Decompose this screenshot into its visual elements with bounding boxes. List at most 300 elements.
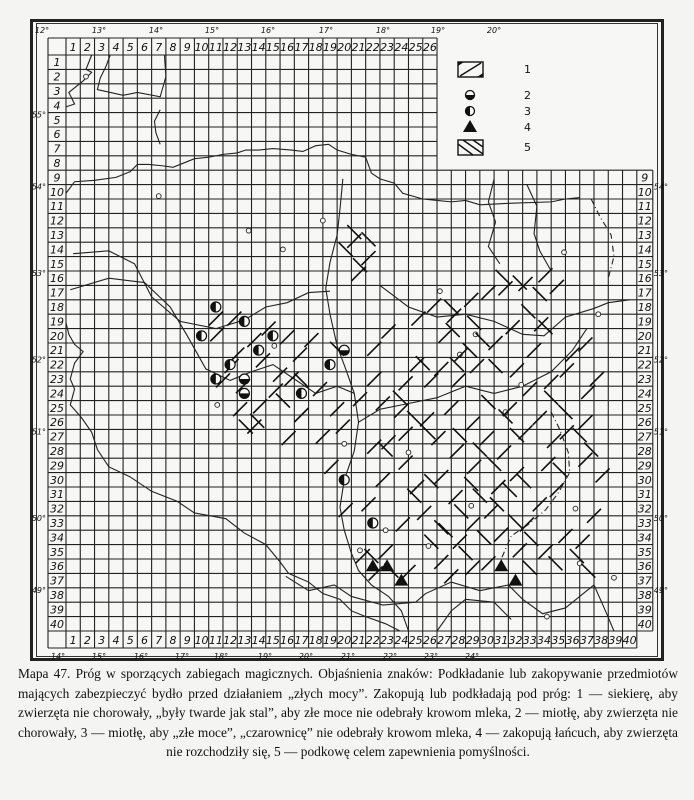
hatch-mark-1: [399, 456, 413, 470]
hatch-mark-1: [362, 497, 376, 511]
row-label-right: 14: [637, 243, 652, 257]
row-label-right: 16: [637, 272, 652, 286]
symbol-3-half-circle-left: [368, 518, 378, 528]
row-label-right: 25: [637, 401, 652, 415]
hatch-mark-5: [464, 477, 478, 491]
row-label-right: 20: [637, 329, 652, 343]
hatch-mark-1: [467, 460, 481, 474]
hatch-mark-1: [466, 517, 480, 531]
legend-label: 2: [524, 89, 531, 102]
row-label-left: 17: [50, 286, 64, 300]
hatch-mark-1: [533, 411, 547, 425]
column-label-bottom: 12: [223, 634, 238, 647]
column-label-bottom: 17: [294, 634, 309, 647]
hatch-mark-1: [560, 425, 574, 439]
hatch-mark-5: [481, 395, 495, 409]
legend-item-3: [466, 105, 532, 118]
town-marker: [358, 548, 363, 553]
row-label-left: 36: [50, 560, 64, 574]
row-label-left: 22: [50, 358, 64, 372]
degree-label-top: 13°: [91, 26, 107, 35]
column-label-bottom: 34: [537, 634, 552, 647]
column-label-top: 11: [208, 41, 223, 54]
legend-item-5: [458, 140, 531, 155]
row-label-right: 35: [637, 545, 652, 559]
hatch-mark-5: [570, 549, 584, 563]
hatch-mark-1: [550, 483, 564, 497]
column-label-top: 14: [251, 41, 266, 54]
hatch-mark-1: [396, 517, 410, 531]
legend-label: 5: [524, 141, 531, 154]
hatch-mark-1: [379, 545, 393, 559]
hatch-mark-1: [503, 402, 517, 416]
column-label-bottom: 39: [608, 634, 623, 647]
hatch-mark-1: [434, 470, 448, 484]
column-label-top: 18: [308, 41, 323, 54]
row-label-left: 10: [50, 185, 64, 199]
row-label-left: 14: [50, 243, 64, 257]
symbol-3-half-circle-left: [225, 360, 235, 370]
row-label-right: 34: [637, 531, 652, 545]
hatch-mark-1: [497, 445, 511, 459]
town-marker: [469, 503, 474, 508]
row-label-left: 38: [50, 589, 64, 602]
symbol-3-half-circle-left: [254, 345, 264, 355]
column-label-top: 16: [280, 41, 295, 54]
symbol-3-half-circle-left: [197, 331, 207, 341]
degree-label-top: 17°: [318, 26, 334, 35]
column-label-top: 8: [169, 41, 177, 54]
row-label-right: 31: [637, 488, 652, 502]
row-label-left: 28: [50, 445, 64, 458]
column-label-top: 7: [155, 41, 163, 54]
column-label-top: 25: [408, 41, 423, 54]
hatch-mark-1: [210, 327, 224, 341]
column-label-bottom: 37: [579, 634, 594, 647]
hatch-mark-1: [336, 420, 350, 434]
hatch-mark-1: [547, 434, 561, 448]
column-label-bottom: 4: [112, 634, 120, 647]
column-label-bottom: 8: [169, 634, 177, 647]
degree-label-right: 52°: [653, 355, 668, 365]
hatch-mark-1: [347, 234, 361, 248]
column-label-bottom: 14: [251, 634, 266, 647]
row-label-right: 32: [637, 502, 652, 516]
column-label-bottom: 23: [380, 634, 395, 647]
column-label-bottom: 3: [98, 634, 106, 647]
hatch-mark-5: [581, 564, 595, 578]
row-label-left: 5: [53, 113, 61, 127]
column-label-top: 1: [69, 41, 77, 54]
hatch-mark-5: [523, 561, 537, 575]
hatch-mark-5: [517, 474, 531, 488]
row-label-left: 33: [50, 517, 64, 530]
degree-label-top: 20°: [486, 26, 502, 35]
hatch-mark-5: [434, 520, 448, 534]
legend-label: 3: [524, 105, 531, 118]
hatch-mark-5: [446, 323, 460, 337]
row-label-right: 19: [637, 315, 652, 329]
column-label-top: 19: [322, 41, 337, 54]
hatch-mark-1: [578, 415, 592, 429]
hatch-mark-5: [477, 530, 491, 544]
hatch-mark-5: [489, 359, 503, 373]
hatch-mark-1: [376, 473, 390, 487]
legend-item-4: [463, 120, 531, 134]
degree-label-top: 12°: [34, 26, 50, 35]
row-label-left: 2: [53, 70, 61, 84]
hatch-mark-5: [513, 276, 527, 290]
town-marker: [156, 194, 161, 199]
degree-label-bottom: 18°: [213, 652, 229, 661]
town-marker: [272, 343, 277, 348]
town-marker: [596, 312, 601, 317]
hatch-mark-1: [533, 497, 547, 511]
row-label-right: 26: [637, 416, 652, 430]
hatch-mark-1: [304, 333, 318, 347]
hatch-mark-5: [347, 225, 361, 239]
hatch-mark-1: [280, 330, 294, 344]
hatch-mark-1: [451, 373, 465, 387]
river: [437, 599, 511, 631]
hatch-mark-1: [247, 420, 261, 434]
row-label-left: 34: [50, 531, 64, 545]
hatch-mark-1: [410, 358, 424, 372]
degree-label-right: 51°: [653, 427, 668, 437]
row-label-right: 36: [637, 560, 652, 574]
column-label-top: 13: [237, 41, 252, 54]
column-label-bottom: 25: [408, 634, 423, 647]
hatch-mark-1: [367, 372, 381, 386]
row-label-right: 40: [637, 617, 652, 631]
row-label-right: 39: [637, 603, 652, 617]
column-label-bottom: 19: [322, 634, 337, 647]
hatch-mark-1: [534, 317, 548, 331]
degree-label-top: 16°: [260, 26, 276, 35]
column-label-top: 12: [223, 41, 238, 54]
town-marker: [84, 74, 89, 79]
hatch-mark-1: [523, 382, 537, 396]
symbol-2-half-circle-bottom: [239, 388, 249, 398]
row-label-right: 11: [637, 200, 652, 214]
column-label-bottom: 31: [494, 634, 509, 647]
hatch-marks: [209, 225, 610, 583]
hatch-mark-1: [367, 440, 381, 454]
column-label-bottom: 33: [522, 634, 537, 647]
column-label-bottom: 1: [69, 634, 77, 647]
hatch-mark-1: [434, 362, 448, 376]
column-label-top: 4: [112, 41, 120, 54]
degree-label-left: 52°: [31, 355, 46, 365]
river-warta: [73, 251, 330, 329]
row-label-left: 4: [53, 99, 61, 113]
row-label-right: 28: [637, 445, 652, 458]
symbol-3-half-circle-left: [296, 388, 306, 398]
row-label-left: 18: [50, 301, 64, 314]
hatch-mark-1: [466, 561, 480, 575]
hatch-mark-1: [480, 431, 494, 445]
row-label-left: 6: [53, 128, 61, 142]
hatch-mark-5: [362, 232, 376, 246]
town-marker: [437, 289, 442, 294]
town-marker: [215, 403, 220, 408]
hatch-mark-1: [578, 453, 592, 467]
column-label-top: 17: [294, 41, 309, 54]
hatch-mark-1: [596, 468, 610, 482]
column-label-bottom: 6: [140, 634, 148, 647]
symbol-4-triangle: [380, 559, 394, 571]
row-label-left: 23: [50, 373, 64, 386]
degree-label-left: 55°: [31, 110, 46, 120]
hatch-mark-1: [484, 504, 498, 518]
grid: [48, 38, 653, 648]
town-marker: [246, 228, 251, 233]
row-label-right: 10: [637, 185, 652, 199]
row-label-right: 12: [637, 214, 652, 228]
hatch-mark-1: [499, 281, 513, 295]
row-label-right: 13: [637, 229, 652, 242]
column-label-bottom: 21: [351, 634, 366, 647]
column-label-top: 9: [183, 41, 191, 54]
symbol-4-triangle: [366, 559, 380, 571]
degree-label-right: 54°: [653, 182, 668, 192]
row-label-right: 15: [637, 257, 652, 271]
row-label-left: 31: [50, 488, 64, 502]
row-label-right: 21: [637, 344, 652, 358]
hatch-mark-5: [476, 333, 490, 347]
town-marker: [573, 506, 578, 511]
row-label-left: 3: [53, 85, 61, 98]
column-label-bottom: 32: [508, 634, 523, 647]
degree-label-right: 50°: [653, 513, 668, 523]
degree-label-top: 14°: [148, 26, 164, 35]
symbol-4-triangle: [509, 574, 523, 586]
row-label-left: 29: [50, 459, 64, 473]
row-label-right: 24: [637, 387, 652, 401]
degree-label-right: 49°: [653, 585, 668, 595]
hatch-mark-5: [533, 287, 547, 301]
row-label-left: 24: [50, 387, 64, 401]
hatch-mark-5: [538, 320, 552, 334]
degree-label-left: 51°: [31, 427, 46, 437]
symbol-3-half-circle-left: [325, 360, 335, 370]
row-label-right: 27: [637, 430, 652, 444]
row-label-right: 30: [637, 473, 652, 487]
river-vistula: [326, 179, 409, 631]
degree-label-bottom: 20°: [298, 652, 314, 661]
town-marker: [426, 544, 431, 549]
column-label-bottom: 28: [451, 634, 466, 647]
row-label-left: 32: [50, 502, 64, 516]
column-label-bottom: 2: [83, 634, 91, 647]
degree-label-bottom: 24°: [464, 652, 480, 661]
symbol-3-half-circle-left: [339, 475, 349, 485]
hatch-mark-1: [518, 425, 532, 439]
eastern-border: [501, 412, 569, 559]
row-label-left: 37: [50, 574, 64, 588]
degree-label-top: 19°: [430, 26, 446, 35]
row-label-right: 38: [637, 589, 652, 602]
hatch-mark-1: [550, 280, 564, 294]
column-label-bottom: 26: [422, 634, 437, 647]
column-label-bottom: 10: [194, 634, 209, 647]
row-label-left: 25: [50, 401, 64, 415]
symbol-2-half-circle-bottom: [339, 345, 349, 355]
town-marker: [342, 441, 347, 446]
hatch-mark-5: [553, 463, 567, 477]
degree-label-top: 18°: [375, 26, 391, 35]
column-label-bottom: 11: [208, 634, 223, 647]
column-label-top: 6: [140, 41, 148, 54]
town-marker: [406, 450, 411, 455]
column-label-bottom: 15: [265, 634, 280, 647]
row-label-left: 19: [50, 315, 64, 329]
symbol-3-half-circle-left: [268, 331, 278, 341]
column-label-top: 2: [83, 41, 91, 54]
row-label-left: 26: [50, 416, 64, 430]
legend-label: 1: [524, 63, 531, 76]
column-label-bottom: 18: [308, 634, 323, 647]
legend: [458, 62, 531, 155]
row-label-left: 12: [50, 214, 64, 228]
row-label-left: 27: [50, 430, 64, 444]
hatch-mark-5: [453, 428, 467, 442]
hatch-mark-1: [450, 444, 464, 458]
degree-label-top: 15°: [204, 26, 220, 35]
symbol-3-half-circle-left: [211, 302, 221, 312]
column-label-top: 15: [265, 41, 280, 54]
hatch-mark-1: [427, 299, 441, 313]
column-label-top: 26: [422, 41, 437, 54]
hatch-mark-1: [481, 556, 495, 570]
town-marker: [320, 218, 325, 223]
row-label-right: 9: [641, 171, 649, 185]
hatch-mark-1: [449, 490, 463, 504]
hatch-mark-1: [434, 555, 448, 569]
hatch-mark-5: [393, 391, 407, 405]
hatch-mark-1: [538, 545, 552, 559]
hatch-mark-1: [282, 431, 296, 445]
hatch-mark-1: [454, 348, 468, 362]
eastern-border: [591, 199, 614, 278]
hatch-mark-1: [313, 382, 327, 396]
town-marker: [383, 528, 388, 533]
row-label-left: 9: [53, 171, 61, 185]
row-label-right: 23: [637, 373, 652, 386]
hatch-mark-1: [367, 342, 381, 356]
hatch-mark-1: [399, 427, 413, 441]
row-label-right: 17: [637, 286, 652, 300]
row-label-left: 20: [50, 329, 64, 343]
column-label-bottom: 40: [622, 634, 637, 647]
row-label-left: 8: [53, 157, 61, 170]
degree-label-left: 50°: [31, 513, 46, 523]
town-marker: [612, 575, 617, 580]
column-label-bottom: 13: [237, 634, 252, 647]
legend-symbol-4: [463, 120, 477, 132]
column-label-bottom: 7: [155, 634, 163, 647]
row-label-left: 7: [53, 142, 61, 156]
hatch-mark-1: [494, 528, 508, 542]
column-label-top: 20: [337, 41, 352, 54]
hatch-mark-5: [496, 270, 510, 284]
hatch-mark-1: [253, 399, 267, 413]
hatch-mark-1: [233, 402, 247, 416]
row-label-left: 30: [50, 473, 64, 487]
column-label-bottom: 22: [365, 634, 380, 647]
degree-label-bottom: 22°: [382, 652, 398, 661]
hatch-mark-1: [466, 417, 480, 431]
row-label-right: 29: [637, 459, 652, 473]
column-label-top: 23: [380, 41, 395, 54]
hatch-mark-1: [527, 343, 541, 357]
degree-label-bottom: 17°: [174, 652, 190, 661]
map-caption: Mapa 47. Próg w sporzących zabiegach magicznych. Objaśnienia znaków: Podkładanie lub zakopywanie przedmiotów mających zabezpieczyć bydło przed działaniem „złych mocy”. Zakopują lub podkładają pod próg: 1 — siekierę, aby zwierzęta nie chorowały, „były twarde jak stal”, aby złe moce nie odebrały krowom mleka, 2 — miotłę, aby zwierzęta nie chorowały, 3 — miotłę, aby „złe moce”, „czarownicę” nie odebrały krowom mleka, 4 — zakopują łańcuch, aby zwierzęta nie rozchodziły się, 5 — podkowę celem zapewnienia pomyślności.: [18, 666, 678, 759]
row-label-left: 13: [50, 229, 64, 242]
degree-label-left: 49°: [31, 585, 46, 595]
row-label-left: 11: [50, 200, 64, 214]
coastline: [66, 55, 92, 107]
row-label-right: 18: [637, 301, 652, 314]
column-label-bottom: 27: [437, 634, 452, 647]
column-label-top: 5: [126, 41, 134, 54]
hatch-mark-1: [590, 372, 604, 386]
hatch-mark-5: [490, 497, 504, 511]
column-label-bottom: 35: [551, 634, 566, 647]
column-label-bottom: 30: [479, 634, 494, 647]
row-label-left: 35: [50, 545, 64, 559]
hatch-mark-1: [581, 385, 595, 399]
southern-border: [286, 576, 614, 631]
row-label-right: 33: [637, 517, 652, 530]
degree-label-bottom: 14°: [50, 652, 66, 661]
hatch-mark-1: [420, 412, 434, 426]
column-label-bottom: 38: [594, 634, 609, 647]
hatch-mark-5: [509, 515, 523, 529]
hatch-mark-1: [399, 376, 413, 390]
row-label-right: 22: [637, 358, 652, 372]
symbol-3-half-circle-left: [211, 374, 221, 384]
legend-item-2: [466, 89, 532, 102]
symbol-3-half-circle-left: [239, 316, 249, 326]
hatch-mark-1: [510, 363, 524, 377]
hatch-mark-5: [239, 420, 253, 434]
degree-label-left: 54°: [31, 182, 46, 192]
degree-label-left: 53°: [31, 269, 46, 278]
column-label-bottom: 16: [280, 634, 295, 647]
hatch-mark-5: [521, 304, 535, 318]
hatch-mark-1: [382, 324, 396, 338]
column-label-bottom: 5: [126, 634, 134, 647]
hatch-mark-1: [560, 363, 574, 377]
hatch-mark-1: [417, 506, 431, 520]
legend-item-1: [458, 62, 531, 77]
column-label-bottom: 24: [394, 634, 409, 647]
degree-label-bottom: 15°: [91, 652, 107, 661]
island-outline: [97, 55, 165, 97]
town-marker: [519, 382, 524, 387]
legend-hatch-line: [460, 63, 481, 76]
hatch-mark-1: [324, 460, 338, 474]
hatch-mark-1: [520, 517, 534, 531]
hatch-mark-5: [250, 414, 264, 428]
column-label-top: 10: [194, 41, 209, 54]
degree-label-bottom: 23°: [423, 652, 439, 661]
hatch-mark-1: [411, 312, 425, 326]
hatch-mark-5: [407, 411, 421, 425]
degree-label-bottom: 19°: [257, 652, 273, 661]
row-label-right: 37: [637, 574, 652, 588]
